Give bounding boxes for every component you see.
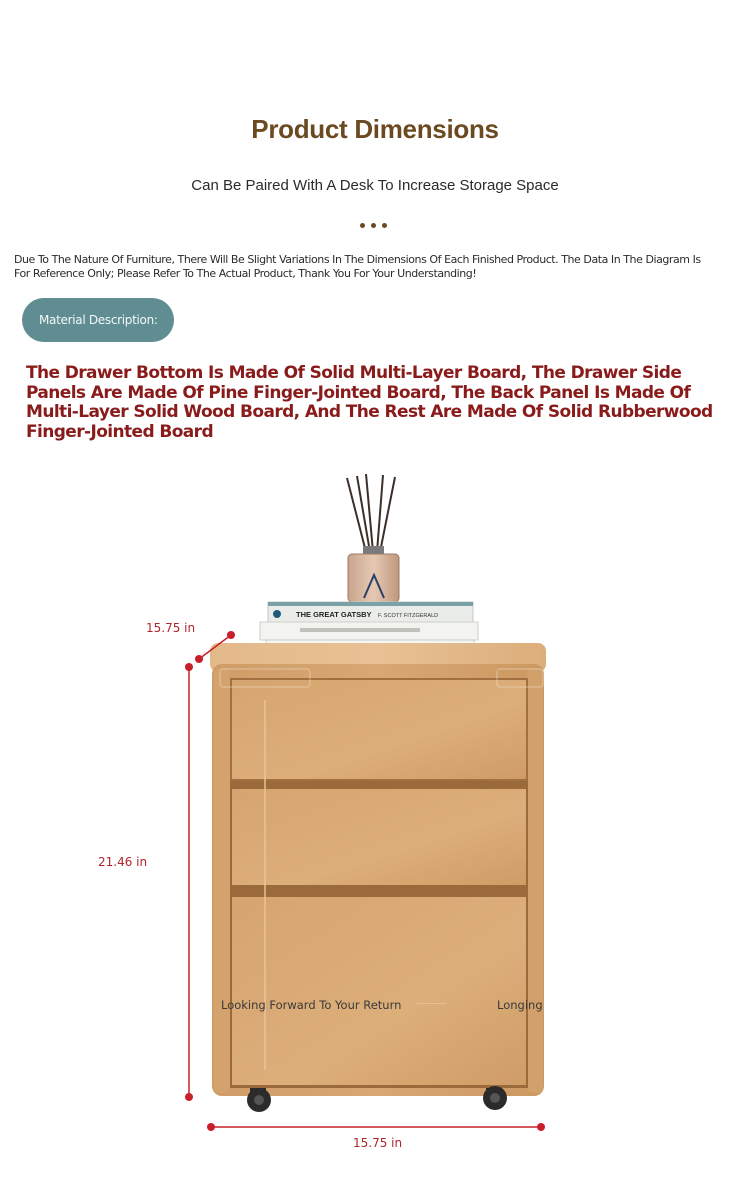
width-dimension-label: 15.75 in (353, 1136, 403, 1150)
caption-right: Longing (497, 998, 543, 1012)
material-description-badge: Material Description: (22, 298, 174, 342)
depth-dimension-label: 15.75 in (146, 621, 196, 635)
wooden-cabinet (210, 643, 546, 1112)
caption-left: Looking Forward To Your Return (221, 998, 402, 1012)
width-dimension-line (207, 1123, 545, 1131)
page-title: Product Dimensions (251, 114, 499, 144)
material-description-text: The Drawer Bottom Is Made Of Solid Multi-Layer Board, The Drawer Side Panels Are Made Of Pine Finger-Jointed Board, The Back Panel Is Made Of Multi-Layer Solid Wood Board, And The Rest Are Made Of Solid Rubberwood Finger-Jointed Board (26, 363, 713, 442)
book-author: F. SCOTT FITZGERALD (378, 613, 439, 619)
reed-diffuser (347, 474, 399, 602)
book-title-gatsby: THE GREAT GATSBY (296, 610, 372, 619)
variation-note: Due To The Nature Of Furniture, There Will Be Slight Variations In The Dimensions Of Each Finished Product. The Data In The Diagram Is For Reference Only; Please Refer To The Actual Product, Thank You For Your Understanding! (14, 253, 701, 280)
height-dimension-label: 21.46 in (98, 855, 148, 869)
height-dimension-line (185, 663, 193, 1101)
page-subtitle: Can Be Paired With A Desk To Increase Storage Space (191, 177, 559, 194)
